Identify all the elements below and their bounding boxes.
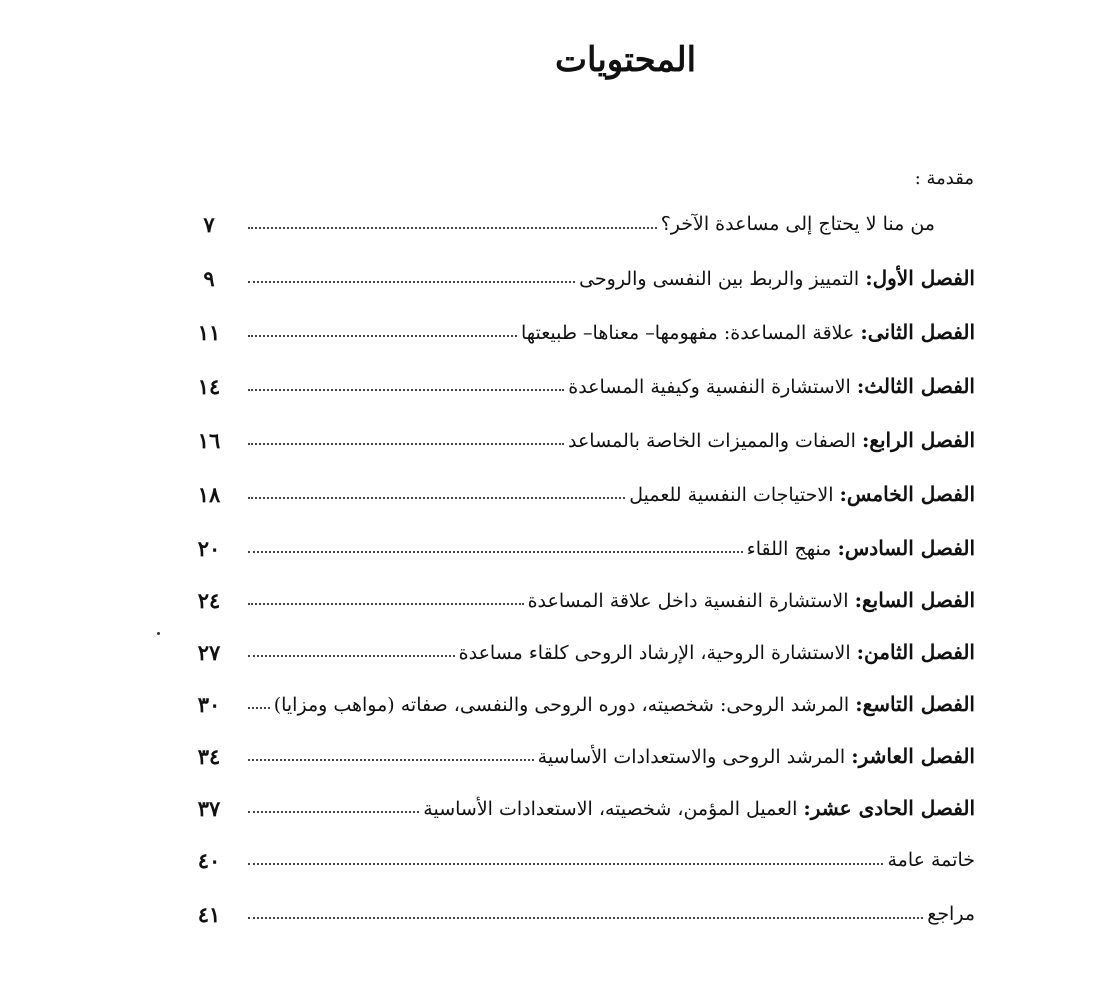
dot-leader <box>248 745 534 761</box>
toc-entry-conclusion[interactable] <box>170 841 975 879</box>
toc-entry-text <box>423 795 975 820</box>
page-title: المحتويات <box>554 40 697 80</box>
toc-chapter-label: الفصل العاشر: <box>851 743 975 768</box>
toc-entry-text <box>579 265 975 290</box>
dot-leader <box>248 693 270 709</box>
dot-leader <box>248 903 923 919</box>
dot-leader <box>248 537 743 553</box>
toc-chapter-label: الفصل الثانى: <box>860 319 975 344</box>
toc-chapter-label: الفصل السادس: <box>837 535 975 560</box>
toc-page-number: ٢٤ <box>197 587 221 613</box>
toc-entry-references[interactable] <box>170 895 975 933</box>
toc-chapter-label: الفصل الرابع: <box>861 427 975 452</box>
toc-entry-intro[interactable] <box>170 205 975 243</box>
dot-leader <box>248 429 564 445</box>
toc-chapter-title: الاستشارة النفسية داخل علاقة المساعدة <box>527 589 849 612</box>
toc-entry-chapter-10[interactable] <box>170 737 975 775</box>
toc-chapter-label: الفصل الثامن: <box>856 639 975 664</box>
toc-entry-text <box>520 319 975 344</box>
toc-entry-text <box>273 691 975 716</box>
toc-chapter-title: المرشد الروحى والاستعدادات الأساسية <box>537 745 846 768</box>
toc-chapter-title: علاقة المساعدة: مفهومها– معناها– طبيعتها <box>520 321 855 344</box>
toc-entry-chapter-5[interactable] <box>170 475 975 513</box>
toc-page-number: ٩ <box>203 265 215 291</box>
toc-page-number: ١١ <box>197 319 221 345</box>
dot-leader <box>248 375 564 391</box>
dot-leader <box>248 589 524 605</box>
toc-entry-text <box>527 587 975 612</box>
dot-leader <box>248 641 455 657</box>
toc-chapter-title: العميل المؤمن، شخصيته، الاستعدادات الأساسية <box>423 797 798 820</box>
dot-leader <box>248 797 419 813</box>
toc-chapter-label: الفصل الأول: <box>865 265 975 290</box>
toc-entry-text <box>568 427 975 452</box>
toc-chapter-label: الفصل السابع: <box>854 587 975 612</box>
dot-leader <box>248 267 575 283</box>
toc-page-number: ٣٠ <box>197 691 221 717</box>
toc-entry-text: من منا لا يحتاج إلى مساعدة الآخر؟ <box>660 212 935 235</box>
stray-mark <box>157 632 160 635</box>
toc-page-number: ٣٧ <box>197 795 221 821</box>
dot-leader <box>248 483 625 499</box>
toc-page-number: ١٤ <box>197 373 221 399</box>
toc-entry-chapter-4[interactable] <box>170 421 975 459</box>
toc-page-number: ١٨ <box>197 481 221 507</box>
dot-leader <box>248 213 657 229</box>
toc-entry-text <box>629 481 975 506</box>
toc-chapter-title: المرشد الروحى: شخصيته، دوره الروحى والنفسى، صفاته (مواهب ومزايا) <box>273 693 850 716</box>
toc-chapter-title: التمييز والربط بين النفسى والروحى <box>579 267 860 290</box>
toc-chapter-title: الاحتياجات النفسية للعميل <box>629 483 834 506</box>
toc-entry-text: خاتمة عامة <box>887 848 975 871</box>
toc-entry-text: مراجع <box>927 902 975 925</box>
toc-chapter-label: الفصل التاسع: <box>855 691 975 716</box>
dot-leader <box>248 849 883 865</box>
toc-entry-text <box>458 639 975 664</box>
toc-chapter-title: منهج اللقاء <box>746 537 832 560</box>
toc-page-number: ٢٠ <box>197 535 221 561</box>
toc-page-number: ١٦ <box>197 427 221 453</box>
toc-entry-chapter-7[interactable] <box>170 581 975 619</box>
toc-chapter-label: الفصل الخامس: <box>839 481 975 506</box>
toc-entry-text <box>537 743 975 768</box>
toc-entry-text <box>568 373 975 398</box>
toc-entry-chapter-6[interactable] <box>170 529 975 567</box>
toc-entry-chapter-1[interactable] <box>170 259 975 297</box>
toc-entry-chapter-2[interactable] <box>170 313 975 351</box>
toc-chapter-label: الفصل الحادى عشر: <box>803 795 975 820</box>
toc-chapter-title: الصفات والمميزات الخاصة بالمساعد <box>568 429 856 452</box>
toc-entry-chapter-3[interactable] <box>170 367 975 405</box>
toc-page-number: ٤١ <box>197 901 221 927</box>
toc-entry-text <box>746 535 975 560</box>
toc-chapter-title: الاستشارة النفسية وكيفية المساعدة <box>568 375 851 398</box>
toc-page-number: ٣٤ <box>197 743 221 769</box>
toc-chapter-label: الفصل الثالث: <box>856 373 975 398</box>
toc-entry-chapter-9[interactable] <box>170 685 975 723</box>
dot-leader <box>248 321 517 337</box>
toc-entry-chapter-8[interactable] <box>170 633 975 671</box>
toc-page-number: ٤٠ <box>197 847 221 873</box>
toc-chapter-title: الاستشارة الروحية، الإرشاد الروحى كلقاء مساعدة <box>458 641 851 664</box>
toc-entry-chapter-11[interactable] <box>170 789 975 827</box>
toc-page-number: ٧ <box>203 211 215 237</box>
intro-heading: مقدمة : <box>914 168 974 189</box>
toc-page-number: ٢٧ <box>197 639 221 665</box>
